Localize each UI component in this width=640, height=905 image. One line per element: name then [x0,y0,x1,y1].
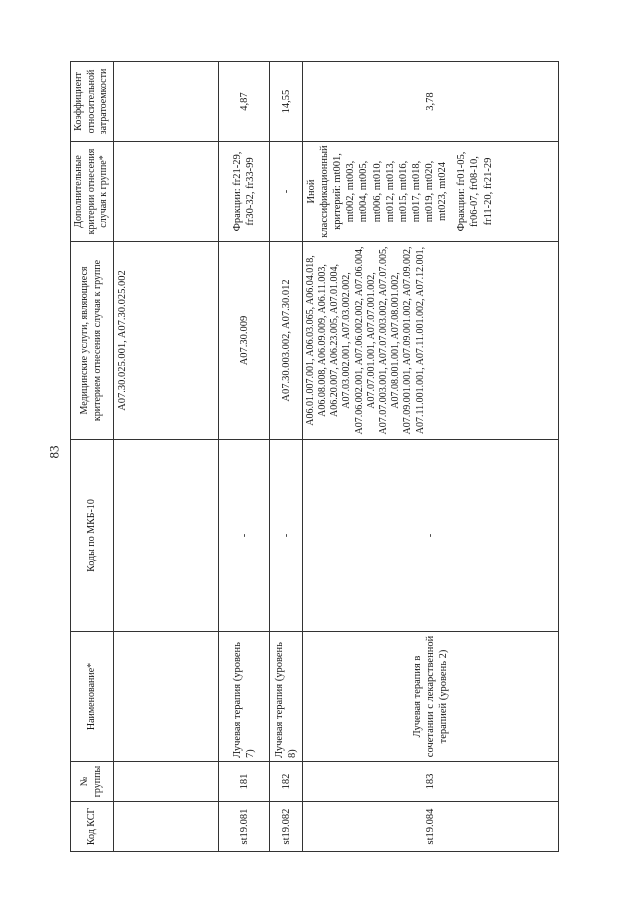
criteria-fractions: Фракции: fr01-05, fr06-07, fr08-10, fr11-20, fr21-29 [456,151,494,232]
cell-icd: - [302,440,558,632]
table-row [302,62,558,852]
cell-criteria [113,142,219,242]
table-row [219,62,270,852]
cell-code [113,802,219,852]
header-icd: Коды по МКБ-10 [71,440,114,632]
header-group: № группы [71,762,114,802]
cell-icd: - [270,440,303,632]
cell-services: A07.30.003.002, A07.30.012 [270,242,303,440]
cell-name: Лучевая терапия в сочетании с лекарственной терапией (уровень 2) [302,632,558,762]
page-number: 83 [46,445,62,459]
cell-coef: 14,55 [270,62,303,142]
table-row [270,62,303,852]
criteria-classifier: Иной классификационный критерий: mt001, mt002, mt003, mt004, mt005, mt006, mt010, mt012, mt013, mt015, mt016, mt017, mt018, mt019, mt020, mt023, mt024 [305,145,449,238]
cell-group: 183 [302,762,558,802]
cell-coef: 4,87 [219,62,270,142]
cell-icd [113,440,219,632]
cell-code: st19.081 [219,802,270,852]
cell-criteria: - [270,142,303,242]
cell-code: st19.082 [270,802,303,852]
rotated-table-area [70,62,559,852]
header-name: Наименование* [71,632,114,762]
header-criteria: Дополнительные критерии отнесения случая к группе* [71,142,114,242]
header-row [71,62,114,852]
cell-criteria: Фракции: fr21-29, fr30-32, fr33-99 [219,142,270,242]
cell-group: 182 [270,762,303,802]
cell-services: A06.01.007.001, A06.03.065, A06.04.018, A06.08.008, A06.09.009, A06.11.003, A06.20.007, A06.23.005, A07.01.004, A07.03.002.001, A07.03.002.002, A07.06.002.001, A07.06.002.002, A07.06.004, A07.07.001.001, A07.07.001.002, A07.07.003.001, A07.07.003.002, A07.07.005, A07.08.001.001, A07.08.001.002, A07.09.001.001, A07.09.001.002, A07.09.002, A07.11.001.001, A07.11.001.002, A07.12.001, [302,242,558,440]
cell-name: Лучевая терапия (уровень 8) [270,632,303,762]
cell-services: A07.30.009 [219,242,270,440]
header-code: Код КСГ [71,802,114,852]
cell-criteria [302,142,558,242]
cell-code: st19.084 [302,802,558,852]
header-coef: Коэффициент относительной затратоемкости [71,62,114,142]
cell-coef [113,62,219,142]
cell-group [113,762,219,802]
cell-group: 181 [219,762,270,802]
cell-name [113,632,219,762]
table-wrapper [70,62,559,852]
table-row-continuation [113,62,219,852]
header-services: Медицинские услуги, являющиеся критерием отнесения случая к группе [71,242,114,440]
cell-icd: - [219,440,270,632]
cell-coef: 3,78 [302,62,558,142]
cell-name: Лучевая терапия (уровень 7) [219,632,270,762]
cell-services: A07.30.025.001, A07.30.025.002 [113,242,219,440]
ksg-table [70,61,559,852]
